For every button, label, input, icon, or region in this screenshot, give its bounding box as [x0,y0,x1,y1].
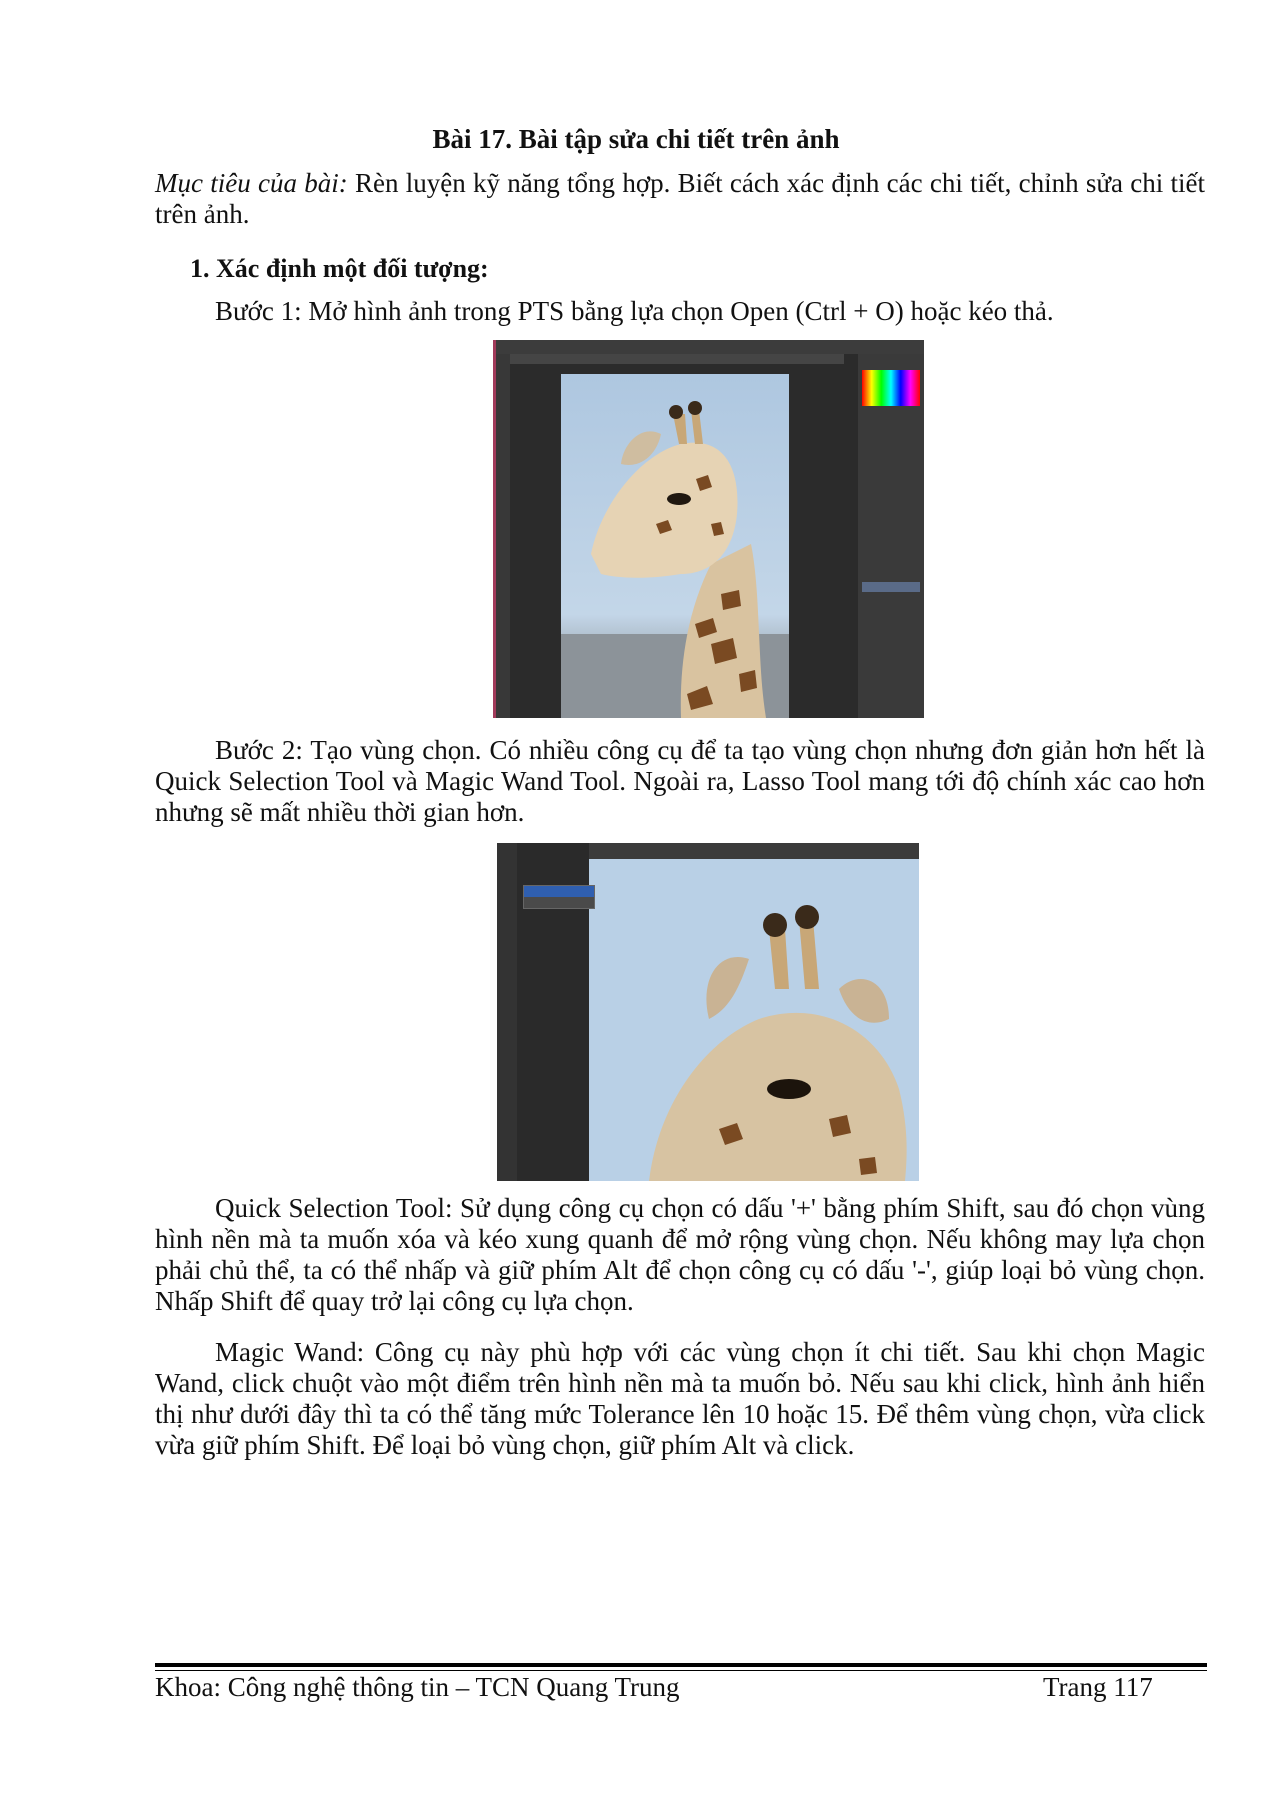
step1-paragraph: Bước 1: Mở hình ảnh trong PTS bằng lựa chọn Open (Ctrl + O) hoặc kéo thả. [215,296,1054,326]
step2-paragraph: Bước 2: Tạo vùng chọn. Có nhiều công cụ để ta tạo vùng chọn nhưng đơn giản hơn hết là Quick Selection Tool và Magic Wand Tool. Ngoài ra, Lasso Tool mang tới độ chính xác cao hơn nhưng sẽ mất nhiều thời gian hơn. [155,735,1205,827]
document-tab [510,354,844,364]
tool-flyout-menu[interactable] [523,885,595,909]
giraffe-closeup-image [589,859,919,1181]
footer-department: Khoa: Công nghệ thông tin – TCN Quang Trung [155,1672,680,1702]
quick-selection-paragraph: Quick Selection Tool: Sử dụng công cụ chọn có dấu '+' bằng phím Shift, sau đó chọn vùng hình nền mà ta muốn xóa và kéo xung quanh để mở rộng vùng chọn. Nếu không may lựa chọn phải chủ thể, ta có thể nhấp và giữ phím Alt để chọn công cụ có dấu '-', giúp loại bỏ vùng chọn. Nhấp Shift để quay trở lại công cụ lựa chọn. [155,1193,1205,1316]
objective-label: Mục tiêu của bài: [155,168,348,198]
objective-text: Rèn luyện kỹ năng tổng hợp. Biết cách xác định các chi tiết, chỉnh sửa chi tiết trên ảnh. [155,168,1205,229]
swatches-panel [862,370,920,406]
image-canvas [589,859,919,1181]
footer-page-number: Trang 117 [1043,1672,1153,1702]
image-canvas [561,374,789,718]
tools-panel [497,843,517,1181]
background-layer [862,582,920,592]
lesson-title: Bài 17. Bài tập sửa chi tiết trên ảnh [432,124,840,154]
footer-rule-thick [155,1663,1207,1667]
right-panels [858,354,924,718]
tools-panel [496,354,510,718]
giraffe-image [561,374,789,718]
menu-bar [496,340,924,354]
photoshop-screenshot-1 [493,340,924,718]
objective-paragraph [155,168,1205,230]
quick-selection-tool-item[interactable] [524,886,594,897]
magic-wand-tool-item[interactable] [524,897,594,908]
section-heading: 1. Xác định một đối tượng: [190,254,489,283]
ruler-bar [589,843,919,859]
footer-rule-thin [155,1670,1207,1671]
photoshop-screenshot-2 [497,843,919,1181]
magic-wand-paragraph: Magic Wand: Công cụ này phù hợp với các vùng chọn ít chi tiết. Sau khi chọn Magic Wand, click chuột vào một điểm trên hình nền mà ta muốn bỏ. Nếu sau khi click, hình ảnh hiển thị như dưới đây thì ta có thể tăng mức Tolerance lên 10 hoặc 15. Để thêm vùng chọn, vừa click vừa giữ phím Shift. Để loại bỏ vùng chọn, giữ phím Alt và click. [155,1337,1205,1460]
